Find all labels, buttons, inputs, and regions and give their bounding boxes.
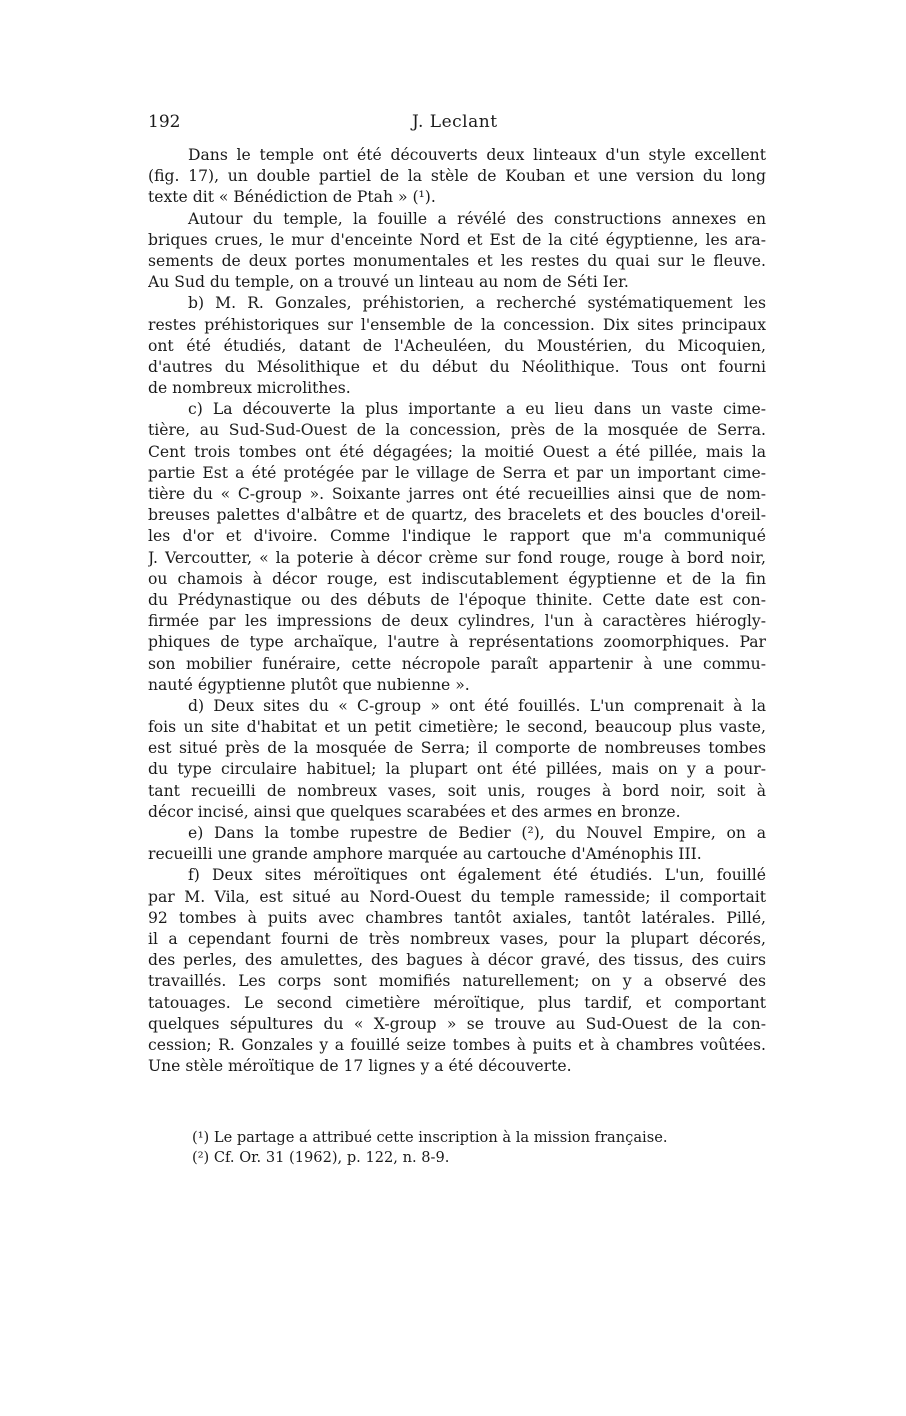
text-line: Dans le temple ont été découverts deux linteaux d'un style excellent xyxy=(188,146,766,164)
text-line: travaillés. Les corps sont momifiés naturellement; on y a observé des xyxy=(148,972,766,991)
text-line: d) Deux sites du « C-group » ont été fouillés. L'un comprenait à la xyxy=(188,696,766,715)
text-line: J. Vercoutter, « la poterie à décor crème sur fond rouge, rouge à bord noir, xyxy=(148,548,766,567)
text-line: du type circulaire habituel; la plupart ont été pillées, mais on y a pour- xyxy=(148,760,766,779)
text-line: Au Sud du temple, on a trouvé un linteau au nom de Séti Ier. xyxy=(148,273,629,292)
text-line: est situé près de la mosquée de Serra; il comporte de nombreuses tombes xyxy=(148,739,766,758)
text-line: restes préhistoriques sur l'ensemble de la concession. Dix sites principaux xyxy=(148,315,766,334)
text-line: cession; R. Gonzales y a fouillé seize tombes à puits et à chambres voûtées. xyxy=(148,1035,766,1054)
text-line: de nombreux microlithes. xyxy=(148,379,351,398)
text-line: breuses palettes d'albâtre et de quartz, des bracelets et des boucles d'oreil- xyxy=(148,506,766,525)
text-line: firmée par les impressions de deux cylindres, l'un à caractères hiérogly- xyxy=(148,612,766,631)
text-line: partie Est a été protégée par le village de Serra et par un important cime- xyxy=(148,463,766,482)
text-line: c) La découverte la plus importante a eu lieu dans un vaste cime- xyxy=(188,400,766,419)
body-text xyxy=(148,145,766,1077)
text-line: b) M. R. Gonzales, préhistorien, a recherché systématiquement les xyxy=(188,294,766,313)
footnotes xyxy=(192,1128,766,1168)
page-number: 192 xyxy=(148,112,181,132)
text-line: recueilli une grande amphore marquée au cartouche d'Aménophis III. xyxy=(148,845,702,864)
text-line: ou chamois à décor rouge, est indiscutablement égyptienne et de la fin xyxy=(148,569,766,588)
text-line: phiques de type archaïque, l'autre à représentations zoomorphiques. Par xyxy=(148,633,766,652)
running-head: J. Leclant xyxy=(412,112,498,132)
text-line: f) Deux sites méroïtiques ont également été étudiés. L'un, fouillé xyxy=(188,866,766,885)
text-line: quelques sépultures du « X-group » se trouve au Sud-Ouest de la con- xyxy=(148,1014,766,1033)
text-line: Une stèle méroïtique de 17 lignes y a été découverte. xyxy=(148,1057,572,1076)
text-line: (fig. 17), un double partiel de la stèle de Kouban et une version du long xyxy=(148,167,766,186)
text-line: tant recueilli de nombreux vases, soit unis, rouges à bord noir, soit à xyxy=(148,781,766,800)
text-line: son mobilier funéraire, cette nécropole paraît appartenir à une commu- xyxy=(148,654,766,673)
text-line: du Prédynastique ou des débuts de l'époque thinite. Cette date est con- xyxy=(148,590,766,609)
text-line: sements de deux portes monumentales et les restes du quai sur le fleuve. xyxy=(148,251,766,270)
text-line: tière du « C-group ». Soixante jarres ont été recueillies ainsi que de nom- xyxy=(148,485,766,503)
text-line: 92 tombes à puits avec chambres tantôt axiales, tantôt latérales. Pillé, xyxy=(148,908,766,927)
page-header xyxy=(148,112,766,136)
text-line: e) Dans la tombe rupestre de Bedier (²), du Nouvel Empire, on a xyxy=(188,824,766,842)
text-line: décor incisé, ainsi que quelques scarabées et des armes en bronze. xyxy=(148,802,681,821)
text-line: les d'or et d'ivoire. Comme l'indique le rapport que m'a communiqué xyxy=(148,527,766,546)
footnote: (¹) Le partage a attribué cette inscription à la mission française. xyxy=(192,1129,668,1146)
text-line: tatouages. Le second cimetière méroïtique, plus tardif, et comportant xyxy=(148,993,766,1012)
text-line: briques crues, le mur d'enceinte Nord et Est de la cité égyptienne, les ara- xyxy=(148,230,766,249)
text-line: tière, au Sud-Sud-Ouest de la concession, près de la mosquée de Serra. xyxy=(148,421,766,440)
text-line: texte dit « Bénédiction de Ptah » (¹). xyxy=(148,188,436,207)
text-line: d'autres du Mésolithique et du début du Néolithique. Tous ont fourni xyxy=(148,357,766,376)
text-line: Cent trois tombes ont été dégagées; la moitié Ouest a été pillée, mais la xyxy=(148,442,766,461)
text-line: fois un site d'habitat et un petit cimetière; le second, beaucoup plus vaste, xyxy=(148,718,766,737)
text-line: il a cependant fourni de très nombreux vases, pour la plupart décorés, xyxy=(148,929,766,948)
footnote: (²) Cf. Or. 31 (1962), p. 122, n. 8-9. xyxy=(192,1149,450,1166)
text-line: nauté égyptienne plutôt que nubienne ». xyxy=(148,675,470,694)
text-line: ont été étudiés, datant de l'Acheuléen, du Moustérien, du Micoquien, xyxy=(148,336,766,355)
text-line: Autour du temple, la fouille a révélé des constructions annexes en xyxy=(188,209,766,228)
text-line: par M. Vila, est situé au Nord-Ouest du temple ramesside; il comportait xyxy=(148,887,766,906)
text-line: des perles, des amulettes, des bagues à décor gravé, des tissus, des cuirs xyxy=(148,951,766,970)
